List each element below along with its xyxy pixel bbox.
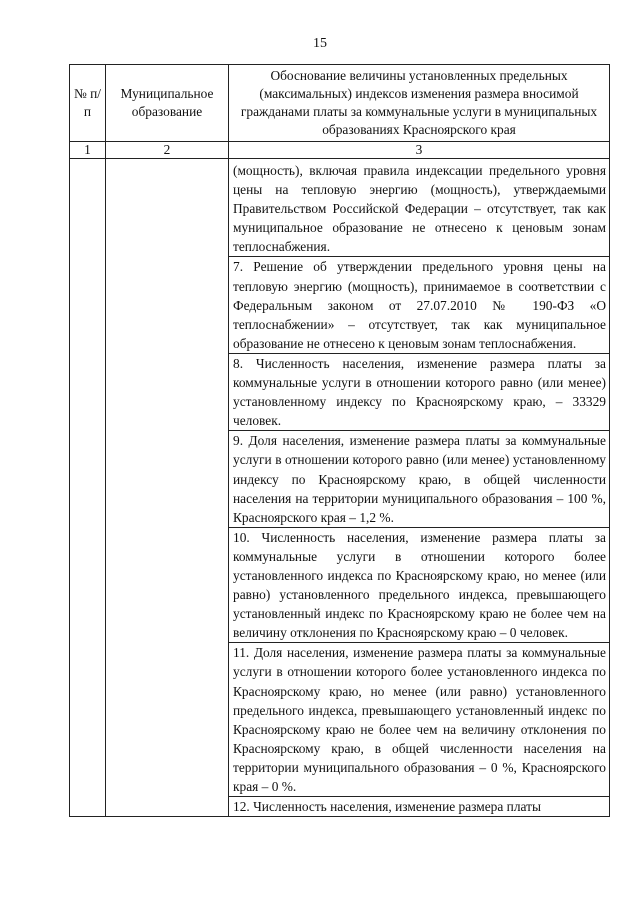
header-municipality: Муниципальное образование xyxy=(106,65,229,142)
column-index-2: 2 xyxy=(106,142,229,159)
table-body-row xyxy=(70,159,610,817)
body-justification-cell xyxy=(229,159,610,817)
body-municipality-cell xyxy=(106,159,229,817)
paragraph-7: 7. Решение об утверждении предельного уровня цены на тепловую энергию (мощность), принимаемое в соответствии с Федеральным законом от 27.07.2010 № 190-ФЗ «О теплоснабжении» – отсутствует, так как муниципальное образование не отнесено к ценовым зонам теплоснабжения. xyxy=(233,259,606,351)
body-num-cell xyxy=(70,159,106,817)
paragraph-11: 11. Доля населения, изменение размера платы за коммунальные услуги в отношении которого более установленного индекса по Красноярскому краю, но менее (или равно) установленного предельного индекса, превышающего установленный индекс по Красноярскому краю не более чем на величину отклонения по Красноярскому краю, в общей численности населения на территории муниципального образования – 0 %, Красноярского края – 0 %. xyxy=(233,645,606,794)
paragraph-12: 12. Численность населения, изменение размера платы xyxy=(233,799,541,815)
header-justification: Обоснование величины установленных предельных (максимальных) индексов изменения размера вносимой гражданами платы за коммунальные услуги в муниципальных образованиях Красноярского края xyxy=(229,65,610,142)
column-index-3: 3 xyxy=(229,142,610,159)
paragraph-9: 9. Доля населения, изменение размера платы за коммунальные услуги в отношении которого равно (или менее) установленному индексу по Красноярскому краю, в общей численности населения на территории муниципального образования – 100 %, Красноярского края – 1,2 %. xyxy=(233,433,606,525)
justification-table xyxy=(69,64,610,817)
header-num: № п/п xyxy=(70,65,106,142)
paragraph-continuation: (мощность), включая правила индексации предельного уровня цены на тепловую энергию (мощность), утверждаемыми Правительством Российской Федерации – отсутствует, так как муниципальное образование не отнесено к ценовым зонам теплоснабжения. xyxy=(233,163,606,255)
column-index-1: 1 xyxy=(70,142,106,159)
table-header-row xyxy=(70,65,610,142)
paragraph-8: 8. Численность населения, изменение размера платы за коммунальные услуги в отношении которого равно (или менее) установленному индексу по Красноярскому краю, – 33329 человек. xyxy=(233,355,606,429)
paragraph-10: 10. Численность населения, изменение размера платы за коммунальные услуги в отношении которого более установленного индекса по Красноярскому краю, но менее (или равно) установленного предельного индекса, превышающего установленный индекс по Красноярскому краю не более чем на величину отклонения по Красноярскому краю – 0 человек. xyxy=(233,529,606,641)
page-number: 15 xyxy=(313,36,327,51)
column-index-row xyxy=(70,142,610,159)
